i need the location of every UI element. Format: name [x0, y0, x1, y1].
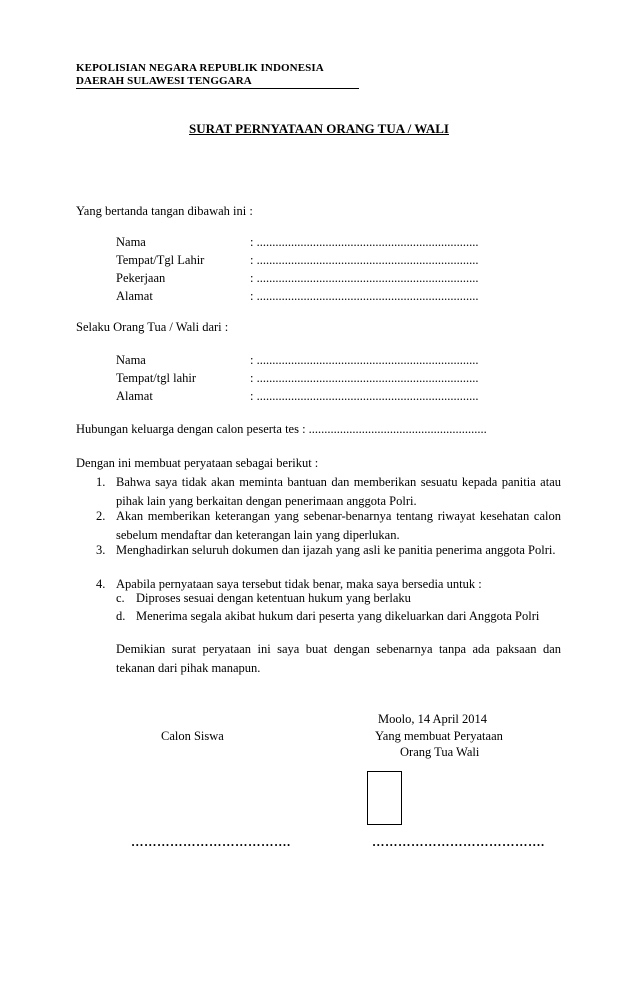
- header-institution: KEPOLISIAN NEGARA REPUBLIK INDONESIA: [76, 62, 324, 74]
- statement-intro: Dengan ini membuat peryataan sebagai berikut :: [76, 456, 319, 470]
- statement-number: 1.: [96, 475, 106, 489]
- field-value: : .......................................................................: [250, 353, 479, 367]
- field-label: Tempat/Tgl Lahir: [116, 253, 205, 267]
- field-value: : .......................................................................: [250, 271, 479, 285]
- field-value: : .......................................................................: [250, 371, 479, 385]
- left-signature-line: ……………………………….: [131, 835, 291, 849]
- statement-text: Menghadirkan seluruh dokumen dan ijazah yang asli ke panitia penerima anggota Polri.: [116, 543, 556, 557]
- guardian-of-text: Selaku Orang Tua / Wali dari :: [76, 320, 229, 334]
- statement-number: 4.: [96, 577, 106, 591]
- header-region: DAERAH SULAWESI TENGGARA: [76, 75, 252, 87]
- field-value: : .......................................................................: [250, 289, 479, 303]
- sub-item-letter: c.: [116, 591, 125, 605]
- left-signer-label: Calon Siswa: [161, 729, 224, 743]
- field-value: : .......................................................................: [250, 253, 479, 267]
- place-date: Moolo, 14 April 2014: [378, 712, 488, 726]
- intro-text: Yang bertanda tangan dibawah ini :: [76, 204, 253, 218]
- field-value: : .......................................................................: [250, 389, 479, 403]
- statement-number: 2.: [96, 509, 106, 523]
- statement-text: Akan memberikan keterangan yang sebenar-benarnya tentang riwayat kesehatan calon sebelum mendaftar dan keterangan lain yang diperlukan.: [116, 509, 561, 542]
- sub-item-text: Menerima segala akibat hukum dari peserta yang dikeluarkan dari Anggota Polri: [136, 609, 540, 623]
- field-value: : .......................................................................: [250, 235, 479, 249]
- sub-item-text: Diproses sesuai dengan ketentuan hukum yang berlaku: [136, 591, 411, 605]
- statement-number: 3.: [96, 543, 106, 557]
- stamp-box: [367, 771, 402, 825]
- field-label: Alamat: [116, 289, 153, 303]
- right-signature-line: ………………………………….: [372, 835, 545, 849]
- sub-item-letter: d.: [116, 609, 126, 623]
- field-label: Nama: [116, 235, 146, 249]
- field-label: Pekerjaan: [116, 271, 166, 285]
- statement-text: Apabila pernyataan saya tersebut tidak benar, maka saya bersedia untuk :: [116, 577, 482, 591]
- field-label: Alamat: [116, 389, 153, 403]
- field-label: Nama: [116, 353, 146, 367]
- header-underline: [76, 88, 359, 89]
- statement-text: Bahwa saya tidak akan meminta bantuan dan memberikan sesuatu kepada panitia atau pihak lain yang berkaitan dengan penerimaan anggota Polri.: [116, 475, 561, 508]
- right-signer-role: Orang Tua Wali: [400, 745, 480, 759]
- closing-paragraph: Demikian surat peryataan ini saya buat dengan sebenarnya tanpa ada paksaan dan tekanan dari pihak manapun.: [116, 642, 561, 675]
- field-label: Tempat/tgl lahir: [116, 371, 197, 385]
- right-signer-label: Yang membuat Peryataan: [375, 729, 503, 743]
- document-title: SURAT PERNYATAAN ORANG TUA / WALI: [189, 121, 449, 136]
- relation-field: Hubungan keluarga dengan calon peserta tes : .........................................................: [76, 422, 487, 436]
